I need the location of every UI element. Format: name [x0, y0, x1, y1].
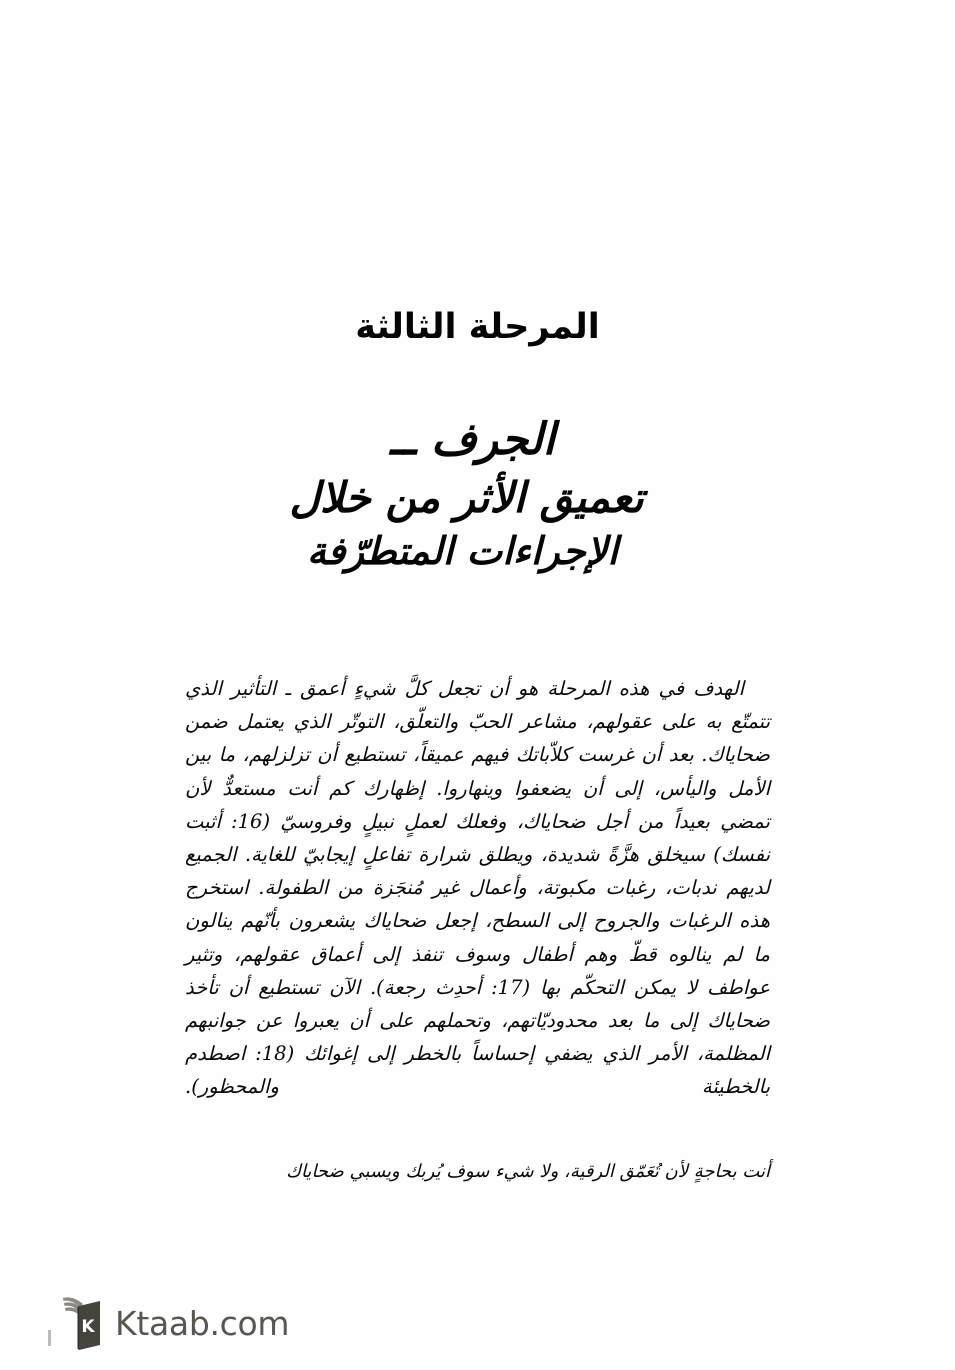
title-line-1: الجرف ــ — [389, 414, 556, 465]
open-book-icon — [62, 1292, 106, 1354]
svg-text:K: K — [81, 1317, 95, 1337]
body-text — [185, 672, 770, 1104]
footer-watermark[interactable] — [62, 1292, 289, 1354]
body-paragraph: الهدف في هذه المرحلة هو أن تجعل كلَّ شيءٍ أعمق ـ التأثير الذي تتمتّع به على عقولهم، مشاعر الحبّ والتعلّق، التوتّر الذي يعتمل ضمن ضحاياك. بعد أن غرست كلاّباتك فيهم عميقاً، تستطيع أن تزلزلهم، ما بين الأمل واليأس، إلى أن يضعفوا وينهاروا. إظهارك كم أنت مستعدٌّ لأن تمضي بعيداً من أجل ضحاياك، وفعلك لعملٍ نبيلٍ وفروسيّ (16: أثبت نفسك) سيخلق هزَّةً شديدة، ويطلق شرارة تفاعلٍ إيجابيّ للغاية. الجميع لديهم ندبات، رغبات مكبوتة، وأعمال غير مُنجَزة من الطفولة. استخرج هذه الرغبات والجروح إلى السطح، إجعل ضحاياك يشعرون بأنّهم ينالون ما لم ينالوه قطّ وهم أطفال وسوف تنفذ إلى أعماق عقولهم، وتثير عواطف لا يمكن التحكّم بها (17: أحدِث رجعة). الآن تستطيع أن تأخذ ضحاياك إلى ما بعد محدوديّاتهم، وتحملهم على أن يعبروا عن جوانبهم المظلمة، الأمر الذي يضفي إحساساً بالخطر إلى إغوائك (18: اصطدم بالخطيئة والمحظور). — [185, 677, 771, 1099]
page-edge-tick — [48, 1330, 51, 1346]
closing-statement: أنت بحاجةٍ لأن تُعَمّق الرقية، ولا شيء سوف يُربك ويسبي ضحاياك — [286, 1161, 770, 1182]
title-line-2: تعميق الأثر من خلال — [289, 472, 644, 522]
brand-name: Ktaab.com — [115, 1303, 290, 1343]
chapter-heading: المرحلة الثالثة — [355, 307, 600, 347]
title-block — [0, 414, 955, 573]
title-line-3: الإجراءات المتطرّفة — [307, 528, 618, 573]
